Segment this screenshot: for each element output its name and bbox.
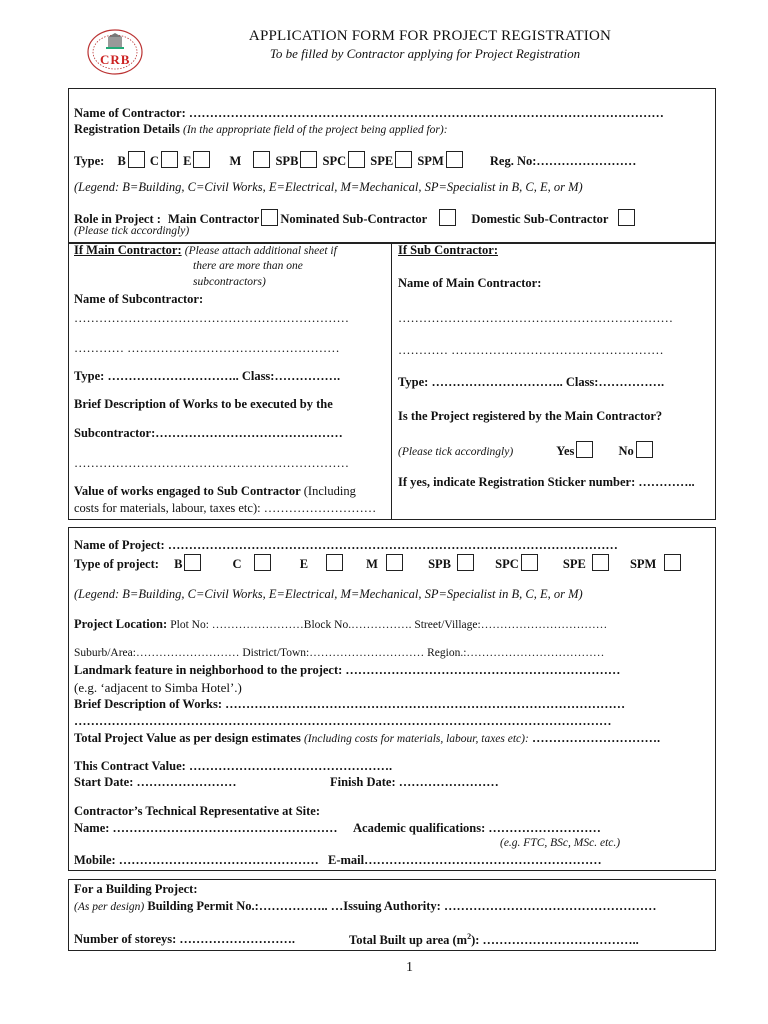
building-project-heading: For a Building Project: (74, 882, 198, 896)
value-of-works-label: Value of works engaged to Sub Contractor (74, 484, 301, 498)
permit-row (74, 899, 656, 914)
value-of-works (74, 484, 356, 499)
subcontractor-type-class-field[interactable]: Type: ………………………….. Class:……………. (74, 369, 341, 383)
type-spm-label: SPM (417, 154, 444, 168)
project-type-spm-label: SPM (629, 557, 657, 571)
suburb-district-region-fields[interactable]: Suburb/Area:……………………… District/Town:………………………… Region.:……………………………… (74, 647, 605, 659)
total-value-note: (Including costs for materials, labour, taxes etc): (303, 733, 529, 745)
brief-works-row (74, 697, 625, 712)
landmark-example: (e.g. ‘adjacent to Simba Hotel’.) (74, 680, 242, 695)
logo-text: CRB (100, 52, 131, 67)
main-contractor-name-field-2[interactable]: ………… …………………………………………… (398, 343, 664, 357)
tick-note-1: (Please tick accordingly) (74, 225, 190, 237)
finish-date-field[interactable]: Finish Date: …………………… (330, 775, 499, 789)
main-contractor-type-class-field[interactable]: Type: ………………………….. Class:……………. (398, 375, 665, 389)
project-type-e-checkbox[interactable] (326, 554, 343, 571)
project-type-spm-checkbox[interactable] (664, 554, 681, 571)
role-domestic-checkbox[interactable] (618, 209, 635, 226)
role-nominated-checkbox[interactable] (439, 209, 456, 226)
legend-2: (Legend: B=Building, C=Civil Works, E=Electrical, M=Mechanical, SP=Specialist in B, C, E, or M) (74, 587, 583, 601)
main-contractor-note-2: there are more than one (193, 260, 303, 272)
academic-example: (e.g. FTC, BSc, MSc. etc.) (500, 837, 621, 849)
name-of-project-field[interactable]: Name of Project: ……………………………………………………………………………………………… (74, 538, 618, 552)
as-per-design-note: (As per design) (74, 901, 145, 913)
type-m-label: M (229, 154, 242, 168)
project-type-c-label: C (232, 557, 242, 571)
registration-details-label: Registration Details (74, 122, 180, 136)
no-checkbox[interactable] (636, 441, 653, 458)
built-up-area-sup: 2 (467, 932, 472, 941)
legend-1: (Legend: B=Building, C=Civil Works, E=Electrical, M=Mechanical, SP=Specialist in B, C, E, or M) (74, 180, 583, 194)
column-divider (391, 242, 392, 519)
registration-details (74, 122, 448, 137)
role-main-checkbox[interactable] (261, 209, 278, 226)
form-subtitle: To be filled by Contractor applying for Project Registration (269, 46, 581, 61)
landmark-label: Landmark feature in neighborhood to the project: (74, 663, 343, 677)
registration-details-note: (In the appropriate field of the project being applied for): (183, 124, 448, 136)
type-c-checkbox[interactable] (161, 151, 178, 168)
type-spe-checkbox[interactable] (395, 151, 412, 168)
landmark-field[interactable]: ………………………………………………………… (345, 663, 621, 677)
built-up-area-dots: ): ……………………………….. (471, 933, 639, 948)
mobile-field[interactable]: Mobile: ………………………………………… (74, 853, 319, 867)
type-b-checkbox[interactable] (128, 151, 145, 168)
project-type-m-checkbox[interactable] (386, 554, 403, 571)
type-spb-checkbox[interactable] (300, 151, 317, 168)
yes-label: Yes (556, 444, 575, 458)
project-type-spb-label: SPB (428, 557, 452, 571)
project-type-spe-label: SPE (562, 557, 586, 571)
landmark-row (74, 663, 620, 678)
project-location-label: Project Location: (74, 617, 168, 631)
brief-works-field-2[interactable]: ………………………………………………………………………………………………………………… (74, 714, 612, 728)
type-spb-label: SPB (275, 154, 299, 168)
role-domestic-label: Domestic Sub-Contractor (471, 212, 609, 226)
no-label: No (618, 444, 634, 458)
built-up-area-field[interactable] (349, 932, 639, 948)
brief-works-label: Brief Description of Works: (74, 697, 223, 711)
role-main-label: Main Contractor (168, 212, 260, 226)
technical-representative-label: Contractor’s Technical Representative at Site: (74, 804, 321, 818)
rep-name-field[interactable]: Name: ……………………………………………… (74, 821, 338, 835)
building-permit-field[interactable]: Building Permit No.:…………….. …Issuing Authority: …………………………………………… (147, 899, 657, 913)
main-contractor-name-field-1[interactable]: ………………………………………………………… (398, 311, 673, 325)
value-of-works-line-2 (74, 501, 376, 516)
total-value-field[interactable]: …………………………. (531, 731, 661, 745)
project-type-spe-checkbox[interactable] (592, 554, 609, 571)
project-location-fields[interactable]: Plot No: ……………………Block No.……………. Street/Village:…………………………… (170, 619, 608, 631)
yes-no-row (398, 441, 655, 459)
project-type-label: Type of project: (74, 557, 159, 571)
email-field[interactable]: E-mail………………………………………………… (328, 853, 602, 867)
tick-note-2: (Please tick accordingly) (398, 446, 514, 458)
type-m-checkbox[interactable] (253, 151, 270, 168)
type-e-label: E (183, 154, 192, 168)
type-label: Type: (74, 154, 105, 168)
subcontractor-name-field-1[interactable]: ………………………………………………………… (74, 311, 349, 325)
project-type-b-label: B (174, 557, 183, 571)
total-value-row (74, 731, 660, 746)
main-contractor-note: (Please attach additional sheet if (184, 245, 337, 257)
page-number: 1 (406, 960, 413, 975)
total-value-label: Total Project Value as per design estimates (74, 731, 301, 745)
main-contractor-note-3: subcontractors) (193, 276, 266, 288)
name-of-subcontractor-label: Name of Subcontractor: (74, 292, 204, 306)
main-contractor-title: If Main Contractor: (74, 243, 182, 257)
project-type-m-label: M (366, 557, 378, 571)
type-c-label: C (149, 154, 159, 168)
yes-checkbox[interactable] (576, 441, 593, 458)
form-title: APPLICATION FORM FOR PROJECT REGISTRATION (248, 28, 612, 44)
academic-qualifications-field[interactable]: Academic qualifications: ……………………… (353, 821, 601, 835)
type-spc-checkbox[interactable] (348, 151, 365, 168)
type-row (74, 151, 636, 169)
contract-value-field[interactable]: This Contract Value: …………………………………………. (74, 759, 393, 773)
brief-works-field[interactable]: …………………………………………………………………………………… (225, 697, 626, 711)
registered-question: Is the Project registered by the Main Contractor? (398, 409, 663, 423)
value-of-works-note: (Including (303, 484, 356, 498)
project-type-spc-checkbox[interactable] (521, 554, 538, 571)
role-label: Role in Project : (74, 212, 161, 226)
start-date-field[interactable]: Start Date: …………………… (74, 775, 237, 789)
name-of-contractor-field[interactable]: Name of Contractor: …………………………………………………………………………………………………… (74, 106, 664, 120)
type-spe-label: SPE (370, 154, 394, 168)
project-type-b-checkbox[interactable] (184, 554, 201, 571)
type-spc-label: SPC (322, 154, 347, 168)
project-type-c-checkbox[interactable] (254, 554, 271, 571)
reg-no-field[interactable]: Reg. No:…………………… (489, 154, 637, 168)
name-of-main-contractor-label: Name of Main Contractor: (398, 276, 542, 290)
number-of-storeys-field[interactable]: Number of storeys: ………………………. (74, 932, 296, 946)
value-of-works-field[interactable]: ……………………… (263, 501, 377, 515)
subcontractor-works-field-2[interactable]: ………………………………………………………… (74, 456, 349, 470)
built-up-area-label: Total Built up area (m (349, 933, 468, 948)
value-of-works-note-2: costs for materials, labour, taxes etc): (74, 501, 261, 515)
project-type-row (74, 554, 683, 572)
role-nominated-label: Nominated Sub-Contractor (280, 212, 428, 226)
project-type-spc-label: SPC (495, 557, 519, 571)
main-contractor-heading (74, 243, 337, 258)
project-type-e-label: E (299, 557, 309, 571)
type-e-checkbox[interactable] (193, 151, 210, 168)
brief-description-label: Brief Description of Works to be executed by the (74, 397, 333, 411)
subcontractor-name-field-2[interactable]: ………… …………………………………………… (74, 341, 340, 355)
type-spm-checkbox[interactable] (446, 151, 463, 168)
type-b-label: B (117, 154, 126, 168)
subcontractor-works-field[interactable]: Subcontractor:……………………………………… (74, 426, 343, 440)
sticker-number-field[interactable]: If yes, indicate Registration Sticker number: ………….. (398, 475, 695, 489)
sub-contractor-heading: If Sub Contractor: (398, 243, 498, 257)
project-type-spb-checkbox[interactable] (457, 554, 474, 571)
project-location-row (74, 617, 607, 632)
